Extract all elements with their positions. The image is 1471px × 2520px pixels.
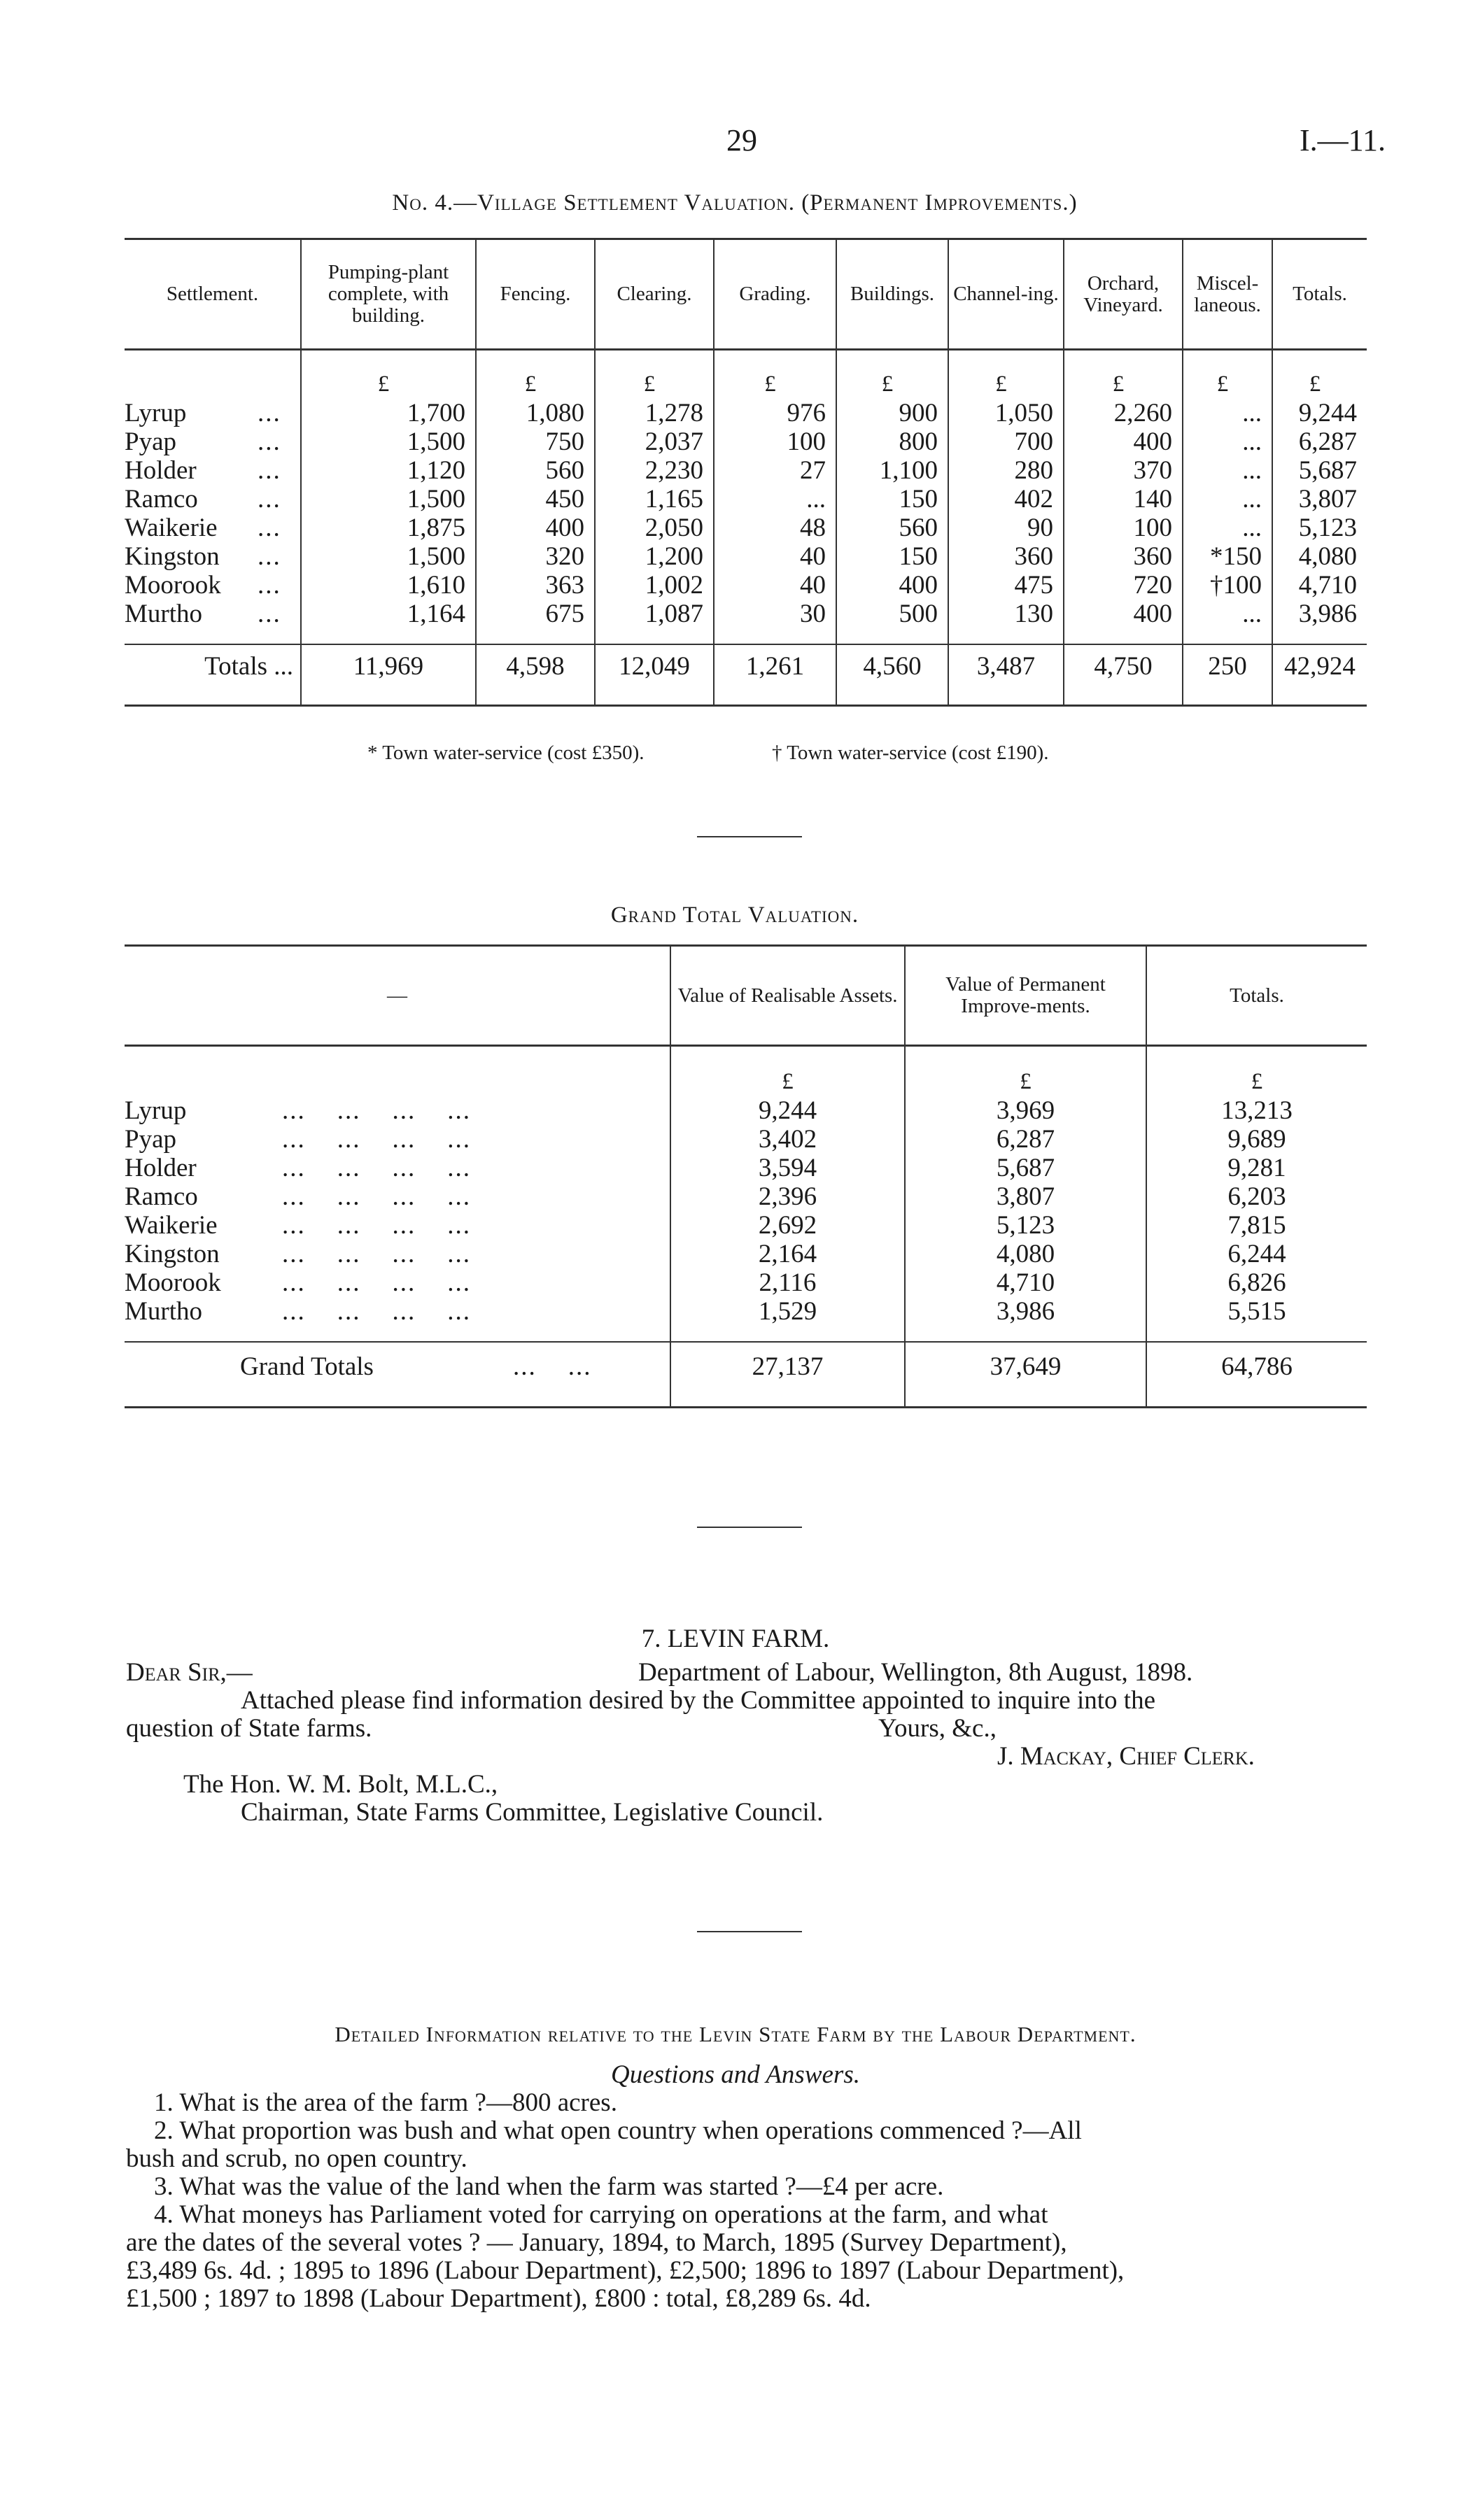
- table2-title: Grand Total Valuation.: [610, 902, 859, 928]
- leader-dots: ...: [258, 456, 281, 485]
- detail-heading: Detailed Information relative to the Levin State Farm by the Labour Department.: [335, 2022, 1136, 2046]
- value-cell: 475: [948, 571, 1064, 600]
- settlement-name-cell: [125, 1297, 670, 1342]
- value-cell: ...: [1183, 514, 1272, 542]
- value-cell: 1,529: [670, 1297, 905, 1342]
- village-settlement-valuation-table: [125, 238, 1367, 707]
- letter-body-line: Attached please find information desired by the Committee appointed to inquire into the: [241, 1686, 1155, 1715]
- question-4-continued: £3,489 6s. 4d. ; 1895 to 1896 (Labour Department), £2,500; 1896 to 1897 (Labour Department),: [126, 2256, 1125, 2285]
- letter-addressee: The Hon. W. M. Bolt, M.L.C.,: [183, 1770, 498, 1799]
- value-cell: 5,123: [905, 1211, 1146, 1240]
- total-value-cell: 250: [1183, 644, 1272, 706]
- table1-header-row: [125, 239, 1367, 350]
- col-header: Grading.: [714, 239, 836, 350]
- value-cell: 1,087: [595, 600, 714, 644]
- value-cell: ...: [1183, 399, 1272, 427]
- value-cell: 4,710: [1272, 571, 1367, 600]
- value-cell: 4,080: [1272, 542, 1367, 571]
- leader-dots: ...: [258, 485, 281, 514]
- value-cell: 3,969: [905, 1096, 1146, 1125]
- grand-totals-label: Grand Totals: [240, 1352, 374, 1381]
- section-divider: [697, 1527, 802, 1528]
- value-cell: 7,815: [1146, 1211, 1367, 1240]
- total-value-cell: 64,786: [1146, 1342, 1367, 1408]
- unit-cell: £: [301, 350, 476, 399]
- leader-dots: ...: [258, 571, 281, 600]
- value-cell: 5,123: [1272, 514, 1367, 542]
- value-cell: 2,164: [670, 1240, 905, 1268]
- value-cell: 6,287: [1272, 427, 1367, 456]
- settlement-name: Waikerie: [125, 514, 218, 542]
- value-cell: 6,203: [1146, 1182, 1367, 1211]
- grand-total-valuation-table: [125, 944, 1367, 1408]
- value-cell: 150: [836, 542, 948, 571]
- value-cell: 150: [836, 485, 948, 514]
- leader-dots: ... ... ... ...: [282, 1182, 471, 1211]
- settlement-name: Holder: [125, 1154, 197, 1182]
- leader-dots: ... ... ... ...: [282, 1240, 471, 1268]
- col-header: Miscel-laneous.: [1183, 239, 1272, 350]
- value-cell: 4,080: [905, 1240, 1146, 1268]
- letter-body-line: question of State farms.: [126, 1714, 372, 1743]
- detail-subheading: Questions and Answers.: [611, 2060, 860, 2089]
- value-cell: 675: [476, 600, 595, 644]
- section-divider: [697, 1931, 802, 1932]
- question-3: 3. What was the value of the land when the farm was started ?—£4 per acre.: [154, 2172, 944, 2201]
- total-value-cell: 42,924: [1272, 644, 1367, 706]
- col-header: —: [387, 984, 407, 1007]
- col-header: Pumping-plant complete, with building.: [301, 239, 476, 350]
- settlement-name: Lyrup: [125, 1096, 187, 1125]
- total-value-cell: 1,261: [714, 644, 836, 706]
- value-cell: 560: [476, 456, 595, 485]
- leader-dots: ... ... ... ...: [282, 1297, 471, 1326]
- value-cell: 6,826: [1146, 1268, 1367, 1297]
- value-cell: 400: [476, 514, 595, 542]
- settlement-name-cell: [125, 1240, 670, 1268]
- value-cell: 4,710: [905, 1268, 1146, 1297]
- value-cell: ...: [1183, 600, 1272, 644]
- settlement-name: Moorook: [125, 1268, 221, 1297]
- table-row: [125, 427, 1367, 456]
- settlement-name-cell: [125, 1268, 670, 1297]
- table-row: [125, 1268, 1367, 1297]
- value-cell: 3,807: [905, 1182, 1146, 1211]
- value-cell: 1,610: [301, 571, 476, 600]
- table-row: [125, 1240, 1367, 1268]
- leader-dots: ...: [258, 542, 281, 571]
- value-cell: 1,278: [595, 399, 714, 427]
- value-cell: 3,402: [670, 1125, 905, 1154]
- value-cell: 90: [948, 514, 1064, 542]
- table1-title: No. 4.—Village Settlement Valuation. (Permanent Improvements.): [392, 190, 1078, 215]
- settlement-name: Kingston: [125, 542, 220, 571]
- value-cell: 100: [714, 427, 836, 456]
- value-cell: 750: [476, 427, 595, 456]
- settlement-name: Ramco: [125, 485, 198, 514]
- leader-dots: ...: [258, 427, 281, 456]
- page-number: 29: [726, 123, 757, 157]
- value-cell: ...: [1183, 427, 1272, 456]
- value-cell: ...: [714, 485, 836, 514]
- value-cell: 6,244: [1146, 1240, 1367, 1268]
- col-header: Value of Permanent Improve-ments.: [905, 946, 1146, 1046]
- question-1: 1. What is the area of the farm ?—800 acres.: [154, 2088, 617, 2117]
- value-cell: 1,500: [301, 485, 476, 514]
- col-header: Totals.: [1272, 239, 1367, 350]
- value-cell: 400: [1064, 427, 1183, 456]
- settlement-name-cell: [125, 542, 301, 571]
- settlement-name: Pyap: [125, 427, 176, 456]
- value-cell: 800: [836, 427, 948, 456]
- value-cell: 1,120: [301, 456, 476, 485]
- value-cell: 140: [1064, 485, 1183, 514]
- total-value-cell: 27,137: [670, 1342, 905, 1408]
- settlement-name-cell: [125, 399, 301, 427]
- leader-dots: ...: [258, 399, 281, 427]
- value-cell: 1,700: [301, 399, 476, 427]
- value-cell: 100: [1064, 514, 1183, 542]
- settlement-name-cell: [125, 514, 301, 542]
- value-cell: 1,080: [476, 399, 595, 427]
- table-row: [125, 1125, 1367, 1154]
- table-row: [125, 1182, 1367, 1211]
- table-row: [125, 485, 1367, 514]
- table-row: [125, 542, 1367, 571]
- unit-cell: £: [948, 350, 1064, 399]
- value-cell: 30: [714, 600, 836, 644]
- total-value-cell: 4,560: [836, 644, 948, 706]
- col-header: Channel-ing.: [948, 239, 1064, 350]
- value-cell: 9,244: [670, 1096, 905, 1125]
- table-row: [125, 456, 1367, 485]
- letter-heading: 7. LEVIN FARM.: [641, 1624, 830, 1653]
- value-cell: 370: [1064, 456, 1183, 485]
- value-cell: 9,689: [1146, 1125, 1367, 1154]
- value-cell: 48: [714, 514, 836, 542]
- letter-dateline: Department of Labour, Wellington, 8th August, 1898.: [638, 1658, 1193, 1687]
- value-cell: *150: [1183, 542, 1272, 571]
- settlement-name: Ramco: [125, 1182, 198, 1211]
- value-cell: 720: [1064, 571, 1183, 600]
- question-4: 4. What moneys has Parliament voted for carrying on operations at the farm, and what: [154, 2200, 1048, 2229]
- settlement-name-cell: [125, 427, 301, 456]
- value-cell: 27: [714, 456, 836, 485]
- value-cell: 1,165: [595, 485, 714, 514]
- value-cell: 3,807: [1272, 485, 1367, 514]
- table-row: [125, 600, 1367, 644]
- footnote-dagger: † Town water-service (cost £190).: [772, 742, 1049, 764]
- settlement-name: Pyap: [125, 1125, 176, 1154]
- value-cell: 976: [714, 399, 836, 427]
- settlement-name: Murtho: [125, 600, 202, 628]
- unit-cell: £: [1064, 350, 1183, 399]
- grand-totals-row: [125, 1342, 1367, 1408]
- total-value-cell: 12,049: [595, 644, 714, 706]
- value-cell: ...: [1183, 485, 1272, 514]
- table-row: [125, 1297, 1367, 1342]
- value-cell: 360: [1064, 542, 1183, 571]
- value-cell: 3,986: [1272, 600, 1367, 644]
- total-value-cell: 3,487: [948, 644, 1064, 706]
- value-cell: 560: [836, 514, 948, 542]
- value-cell: 400: [1064, 600, 1183, 644]
- total-value-cell: 4,750: [1064, 644, 1183, 706]
- unit-cell: £: [714, 350, 836, 399]
- value-cell: 280: [948, 456, 1064, 485]
- letter-signature: J. Mackay, Chief Clerk.: [997, 1742, 1255, 1771]
- value-cell: 900: [836, 399, 948, 427]
- value-cell: ...: [1183, 456, 1272, 485]
- settlement-name-cell: [125, 571, 301, 600]
- col-header: Settlement.: [166, 283, 259, 305]
- unit-cell: £: [476, 350, 595, 399]
- settlement-name: Waikerie: [125, 1211, 218, 1240]
- col-header: Orchard, Vineyard.: [1064, 239, 1183, 350]
- question-2: 2. What proportion was bush and what open country when operations commenced ?—All: [154, 2116, 1082, 2145]
- value-cell: 1,500: [301, 427, 476, 456]
- value-cell: 320: [476, 542, 595, 571]
- value-cell: 5,515: [1146, 1297, 1367, 1342]
- value-cell: 2,260: [1064, 399, 1183, 427]
- col-header: Fencing.: [476, 239, 595, 350]
- col-header: Totals.: [1146, 946, 1367, 1046]
- value-cell: 6,287: [905, 1125, 1146, 1154]
- settlement-name-cell: [125, 600, 301, 644]
- value-cell: 13,213: [1146, 1096, 1367, 1125]
- value-cell: 1,875: [301, 514, 476, 542]
- unit-cell: £: [1272, 350, 1367, 399]
- table-row: [125, 514, 1367, 542]
- leader-dots: ...: [258, 514, 281, 542]
- currency-unit-row: [125, 350, 1367, 399]
- value-cell: 700: [948, 427, 1064, 456]
- value-cell: 450: [476, 485, 595, 514]
- leader-dots: ... ...: [513, 1352, 592, 1381]
- value-cell: 2,396: [670, 1182, 905, 1211]
- value-cell: 5,687: [905, 1154, 1146, 1182]
- grand-totals-label-cell: [125, 1342, 670, 1408]
- question-4-continued: £1,500 ; 1897 to 1898 (Labour Department), £800 : total, £8,289 6s. 4d.: [126, 2284, 871, 2313]
- leader-dots: ...: [258, 600, 281, 628]
- unit-cell: £: [670, 1046, 905, 1097]
- table-row: [125, 1154, 1367, 1182]
- document-reference: I.—11.: [1299, 123, 1386, 157]
- value-cell: 9,281: [1146, 1154, 1367, 1182]
- value-cell: 40: [714, 542, 836, 571]
- leader-dots: ... ... ... ...: [282, 1096, 471, 1125]
- value-cell: 402: [948, 485, 1064, 514]
- col-header: Clearing.: [595, 239, 714, 350]
- col-header: Buildings.: [836, 239, 948, 350]
- table-row: [125, 1211, 1367, 1240]
- value-cell: 130: [948, 600, 1064, 644]
- value-cell: 3,986: [905, 1297, 1146, 1342]
- value-cell: 500: [836, 600, 948, 644]
- unit-cell: £: [836, 350, 948, 399]
- total-value-cell: 11,969: [301, 644, 476, 706]
- table-row: [125, 1096, 1367, 1125]
- settlement-name-cell: [125, 1211, 670, 1240]
- totals-row: [125, 644, 1367, 706]
- value-cell: 1,002: [595, 571, 714, 600]
- value-cell: 2,230: [595, 456, 714, 485]
- value-cell: 2,116: [670, 1268, 905, 1297]
- question-2-continued: bush and scrub, no open country.: [126, 2144, 467, 2173]
- total-value-cell: 4,598: [476, 644, 595, 706]
- section-divider: [697, 836, 802, 837]
- value-cell: 2,692: [670, 1211, 905, 1240]
- value-cell: †100: [1183, 571, 1272, 600]
- value-cell: 1,200: [595, 542, 714, 571]
- value-cell: 5,687: [1272, 456, 1367, 485]
- value-cell: 363: [476, 571, 595, 600]
- leader-dots: ... ... ... ...: [282, 1125, 471, 1154]
- totals-label: Totals ...: [125, 644, 301, 706]
- value-cell: 40: [714, 571, 836, 600]
- value-cell: 2,050: [595, 514, 714, 542]
- leader-dots: ... ... ... ...: [282, 1268, 471, 1297]
- value-cell: 1,500: [301, 542, 476, 571]
- settlement-name-cell: [125, 1182, 670, 1211]
- letter-addressee: Chairman, State Farms Committee, Legislative Council.: [241, 1798, 824, 1827]
- unit-cell: £: [1183, 350, 1272, 399]
- settlement-name-cell: [125, 485, 301, 514]
- col-header: Value of Realisable Assets.: [670, 946, 905, 1046]
- value-cell: 400: [836, 571, 948, 600]
- question-4-continued: are the dates of the several votes ? — January, 1894, to March, 1895 (Survey Department),: [126, 2228, 1067, 2257]
- settlement-name-cell: [125, 1125, 670, 1154]
- footnote-star: * Town water-service (cost £350).: [367, 742, 645, 764]
- table-row: [125, 399, 1367, 427]
- value-cell: 360: [948, 542, 1064, 571]
- settlement-name: Murtho: [125, 1297, 202, 1326]
- value-cell: 2,037: [595, 427, 714, 456]
- settlement-name-cell: [125, 456, 301, 485]
- leader-dots: ... ... ... ...: [282, 1154, 471, 1182]
- value-cell: 9,244: [1272, 399, 1367, 427]
- table2-header-row: [125, 946, 1367, 1046]
- unit-cell: £: [1146, 1046, 1367, 1097]
- letter-salutation: Dear Sir,—: [126, 1658, 253, 1687]
- value-cell: 1,050: [948, 399, 1064, 427]
- settlement-name: Lyrup: [125, 399, 187, 427]
- leader-dots: ... ... ... ...: [282, 1211, 471, 1240]
- unit-cell: £: [595, 350, 714, 399]
- table-row: [125, 571, 1367, 600]
- currency-unit-row: [125, 1046, 1367, 1097]
- value-cell: 1,100: [836, 456, 948, 485]
- value-cell: 1,164: [301, 600, 476, 644]
- settlement-name: Kingston: [125, 1240, 220, 1268]
- settlement-name-cell: [125, 1154, 670, 1182]
- settlement-name: Moorook: [125, 571, 221, 600]
- letter-closing: Yours, &c.,: [878, 1714, 997, 1743]
- settlement-name: Holder: [125, 456, 197, 485]
- settlement-name-cell: [125, 1096, 670, 1125]
- value-cell: 3,594: [670, 1154, 905, 1182]
- total-value-cell: 37,649: [905, 1342, 1146, 1408]
- unit-cell: £: [905, 1046, 1146, 1097]
